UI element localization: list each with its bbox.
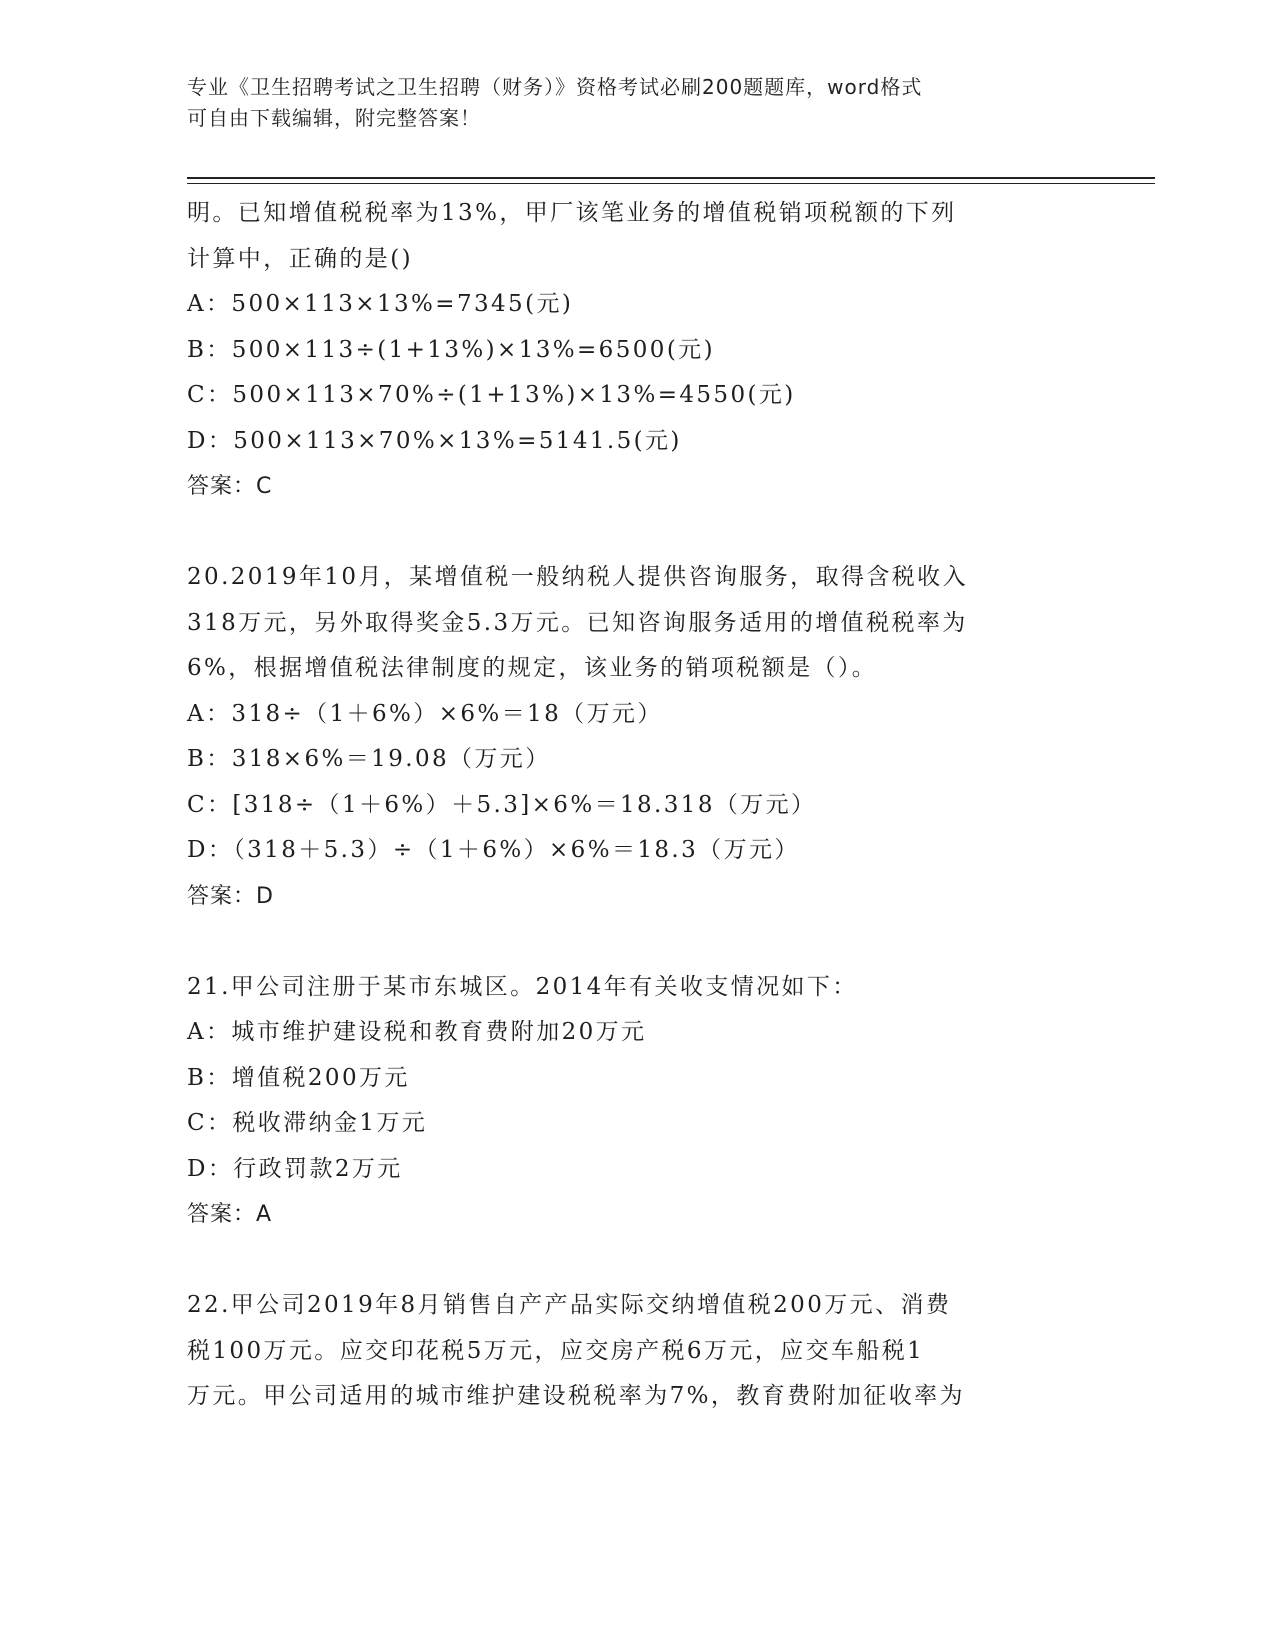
question-stem-line: 税100万元。应交印花税5万元，应交房产税6万元，应交车船税1 bbox=[187, 1337, 925, 1364]
spacer bbox=[187, 1238, 1087, 1284]
question-stem-line: 明。已知增值税税率为13%，甲厂该笔业务的增值税销项税额的下列 bbox=[187, 200, 957, 226]
option-d: D：（318＋5.3）÷（1＋6%）×6%＝18.3（万元） bbox=[187, 837, 800, 863]
option-a: A：318÷（1＋6%）×6%＝18（万元） bbox=[187, 700, 663, 727]
spacer bbox=[187, 510, 1087, 556]
answer: 答案：C bbox=[187, 474, 273, 499]
option-c: C：[318÷（1＋6%）＋5.3]×6%＝18.318（万元） bbox=[187, 791, 817, 818]
question-stem-line: 22.甲公司2019年8月销售自产产品实际交纳增值税200万元、消费 bbox=[187, 1292, 952, 1318]
header-title-line-1: 专业《卫生招聘考试之卫生招聘（财务）》资格考试必刷200题题库，word格式 bbox=[187, 75, 923, 99]
question-stem-line: 6%，根据增值税法律制度的规定，该业务的销项税额是（）。 bbox=[187, 655, 878, 681]
header-divider bbox=[187, 177, 1155, 184]
question-20 bbox=[187, 555, 1087, 919]
question-22 bbox=[187, 1283, 1087, 1420]
document-body bbox=[187, 191, 1087, 1420]
question-21 bbox=[187, 965, 1087, 1238]
option-b: B：增值税200万元 bbox=[187, 1064, 410, 1091]
spacer bbox=[187, 919, 1087, 965]
question-stem-line: 万元。甲公司适用的城市维护建设税税率为7%，教育费附加征收率为 bbox=[187, 1383, 965, 1409]
answer: 答案：D bbox=[187, 883, 274, 909]
question-19 bbox=[187, 191, 1087, 510]
question-stem-line: 318万元，另外取得奖金5.3万元。已知咨询服务适用的增值税税率为 bbox=[187, 609, 968, 636]
option-c: C：500×113×70%÷(1+13%)×13%=4550(元) bbox=[187, 382, 796, 408]
page-header bbox=[187, 72, 1067, 134]
option-a: A：500×113×13%=7345(元) bbox=[187, 291, 574, 317]
header-title-line-2: 可自由下载编辑，附完整答案！ bbox=[187, 106, 481, 130]
option-a: A：城市维护建设税和教育费附加20万元 bbox=[187, 1019, 647, 1045]
question-stem-line: 计算中，正确的是() bbox=[187, 245, 413, 272]
answer: 答案：A bbox=[187, 1202, 273, 1227]
option-d: D：行政罚款2万元 bbox=[187, 1155, 403, 1182]
question-stem-line: 21.甲公司注册于某市东城区。2014年有关收支情况如下： bbox=[187, 973, 858, 1000]
question-stem-line: 20.2019年10月，某增值税一般纳税人提供咨询服务，取得含税收入 bbox=[187, 564, 968, 590]
option-b: B：500×113÷(1+13%)×13%=6500(元) bbox=[187, 336, 715, 363]
option-d: D：500×113×70%×13%=5141.5(元) bbox=[187, 427, 682, 454]
option-b: B：318×6%＝19.08（万元） bbox=[187, 746, 551, 772]
option-c: C：税收滞纳金1万元 bbox=[187, 1110, 428, 1136]
